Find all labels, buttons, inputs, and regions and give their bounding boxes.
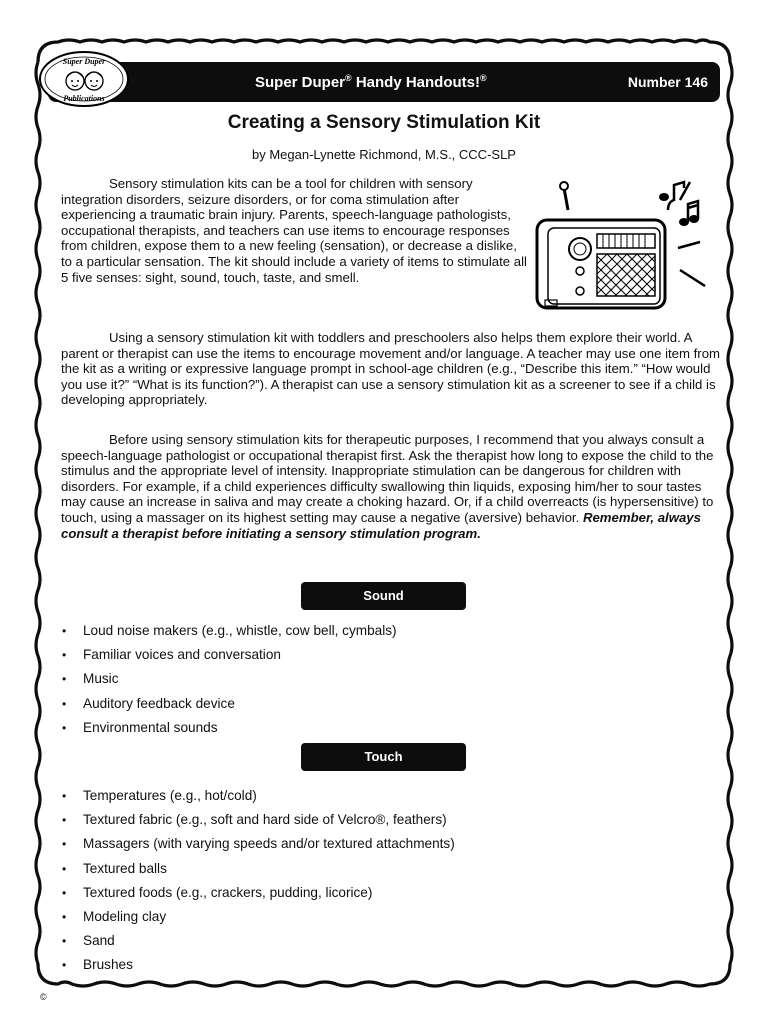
- list-item: • Sand: [62, 931, 455, 955]
- list-item: • Loud noise makers (e.g., whistle, cow bell, cymbals): [62, 621, 397, 645]
- sound-list: [62, 621, 397, 742]
- caution-emphasis: Remember, always consult a therapist before initiating a sensory stimulation program.: [61, 509, 701, 541]
- paragraph-caution: [61, 432, 721, 541]
- logo-text-bottom: Publications: [63, 94, 105, 103]
- page-title: Creating a Sensory Stimulation Kit: [227, 112, 541, 133]
- handout-number: Number 146: [627, 74, 708, 90]
- header-title: [255, 73, 487, 91]
- brand-reg-mark: ®: [345, 73, 352, 83]
- list-item: • Auditory feedback device: [62, 694, 397, 718]
- list-item: • Massagers (with varying speeds and/or textured attachments): [62, 834, 455, 858]
- list-item: • Textured fabric (e.g., soft and hard side of Velcro®, feathers): [62, 810, 455, 834]
- logo-text-top: Super Duper: [62, 57, 106, 66]
- list-item: • Music: [62, 669, 397, 693]
- list-item: • Textured balls: [62, 859, 455, 883]
- list-item: • Textured foods (e.g., crackers, pudding, licorice): [62, 883, 455, 907]
- suffix-reg-mark: ®: [480, 73, 487, 83]
- list-item: • Familiar voices and conversation: [62, 645, 397, 669]
- radio-illustration: [530, 170, 720, 310]
- paragraph-intro: [61, 176, 531, 285]
- paragraph-toddlers-text: Using a sensory stimulation kit with toddlers and preschoolers also helps them explore their world. A parent or therapist can use the items to encourage movement and/or language. A teacher may use one item from the kit as a writing or expressive language prompt in school-age children (e.g., “Describe this item.” “How would you use it?” “What is its function?”). A therapist can use a sensory stimulation kit as a screener to see if a child is developing appropriately.: [61, 330, 721, 408]
- sound-section-label: Sound: [301, 582, 466, 610]
- super-duper-logo: [38, 50, 130, 108]
- copyright-mark: ©: [40, 992, 47, 1002]
- list-item: • Brushes: [62, 955, 455, 979]
- paragraph-caution-text: Before using sensory stimulation kits for therapeutic purposes, I recommend that you always consult a speech-language pathologist or occupational therapist first. Ask the therapist how long to expose the child to the stimulus and the appropriate level of intensity. Inappropriate stimulation can be dangerous for children with disorders. For example, if a child experiences difficulty swallowing thin liquids, exposing him/her to sour tastes may cause an increase in saliva and may create a choking hazard. Or, if a child overreacts (is hypersensitive) to touch, using a massager on its highest setting may cause a negative (aversive) behavior.: [61, 432, 714, 525]
- header-brand-suffix: Handy Handouts!: [351, 74, 480, 91]
- list-item: • Environmental sounds: [62, 718, 397, 742]
- touch-section-label: Touch: [301, 743, 466, 771]
- list-item: • Temperatures (e.g., hot/cold): [62, 786, 455, 810]
- paragraph-toddlers: [61, 330, 721, 408]
- author-byline: by Megan-Lynette Richmond, M.S., CCC-SLP: [252, 147, 516, 162]
- paragraph-intro-text: Sensory stimulation kits can be a tool for children with sensory integration disorders, seizure disorders, or for coma stimulation after experiencing a traumatic brain injury. Parents, speech-language pathologists, occupational therapists, and teachers can use items to encourage responses from children, expose them to a new feeling (sensation), or decrease a dislike, to a particular sensation. The kit should include a variety of items to stimulate all 5 five senses: sight, sound, touch, taste, and smell.: [61, 176, 527, 285]
- list-item: • Modeling clay: [62, 907, 455, 931]
- header-brand: Super Duper: [255, 74, 346, 91]
- touch-list: [62, 786, 455, 980]
